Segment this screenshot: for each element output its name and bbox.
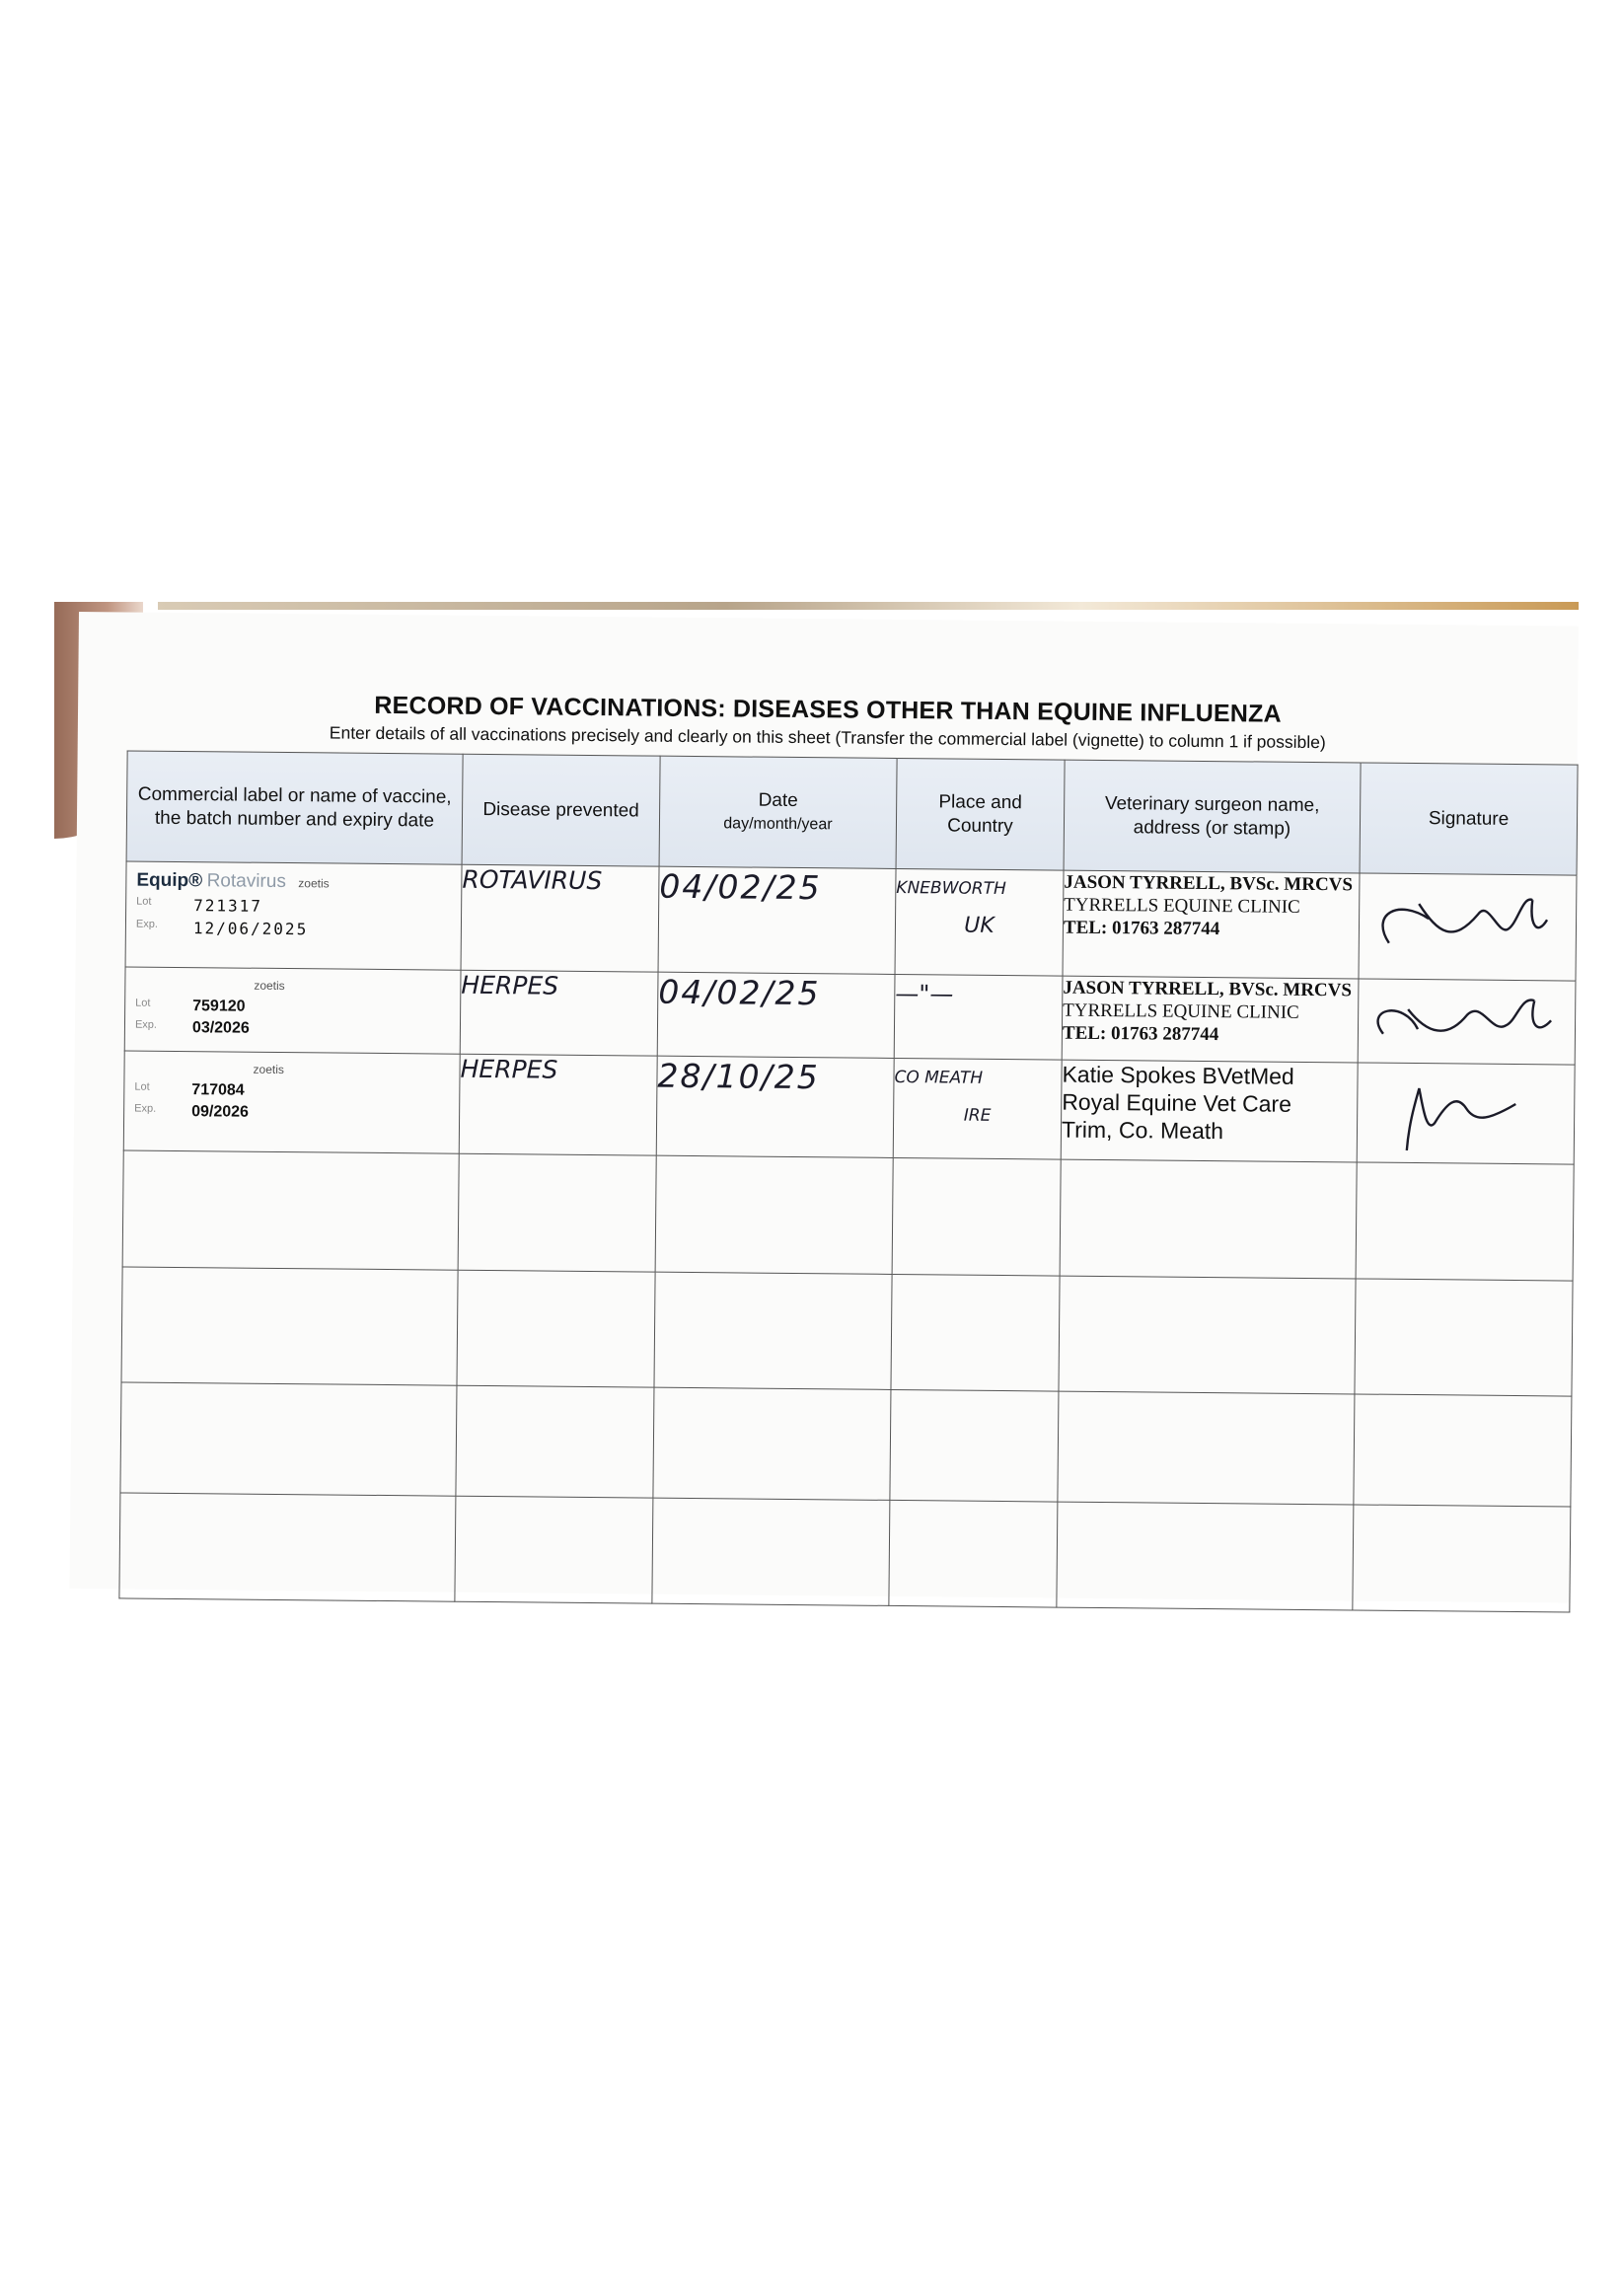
- vet-stamp: [1063, 870, 1360, 979]
- signature-cell: [1358, 979, 1576, 1065]
- vaccination-record-sheet: [69, 612, 1578, 1603]
- vaccination-country: IRE: [963, 1105, 992, 1126]
- signature-mark: [1359, 979, 1557, 1058]
- table-row-empty: [121, 1267, 1573, 1396]
- header-row: [126, 751, 1578, 875]
- vaccine-label-cell: [125, 861, 462, 970]
- table-row-empty: [119, 1493, 1571, 1612]
- col-header-place: Place and Country: [896, 758, 1065, 870]
- vaccination-place: KNEBWORTH: [896, 877, 1006, 900]
- vaccination-table: [118, 750, 1578, 1612]
- vet-name: Katie Spokes BVetMed: [1062, 1061, 1294, 1089]
- vaccine-product: Rotavirus: [206, 870, 286, 893]
- manufacturer-name: zoetis: [253, 1062, 284, 1077]
- table-row: [125, 861, 1577, 981]
- col-header-label: Commercial label or name of vaccine, the batch number and expiry date: [126, 751, 463, 864]
- vaccine-brand: Equip®: [136, 869, 203, 892]
- table-row-empty: [122, 1150, 1574, 1280]
- place-country-cell: [895, 868, 1064, 975]
- place-country-cell: [894, 974, 1063, 1060]
- vet-clinic: TYRRELLS EQUINE CLINIC: [1063, 1000, 1299, 1023]
- vaccine-label-cell: [123, 1051, 460, 1154]
- vaccination-country: UK: [964, 913, 995, 938]
- vet-clinic: Royal Equine Vet Care: [1062, 1088, 1292, 1117]
- vaccination-place: CO MEATH: [894, 1068, 984, 1088]
- batch-number: 759120: [192, 997, 246, 1015]
- vaccination-place: —"—: [895, 979, 954, 1008]
- col-header-disease: Disease prevented: [462, 754, 660, 866]
- col-header-signature: Signature: [1360, 763, 1578, 875]
- vet-stamp: [1061, 1060, 1358, 1162]
- disease-prevented: HERPES: [459, 1054, 657, 1155]
- batch-number: 717084: [191, 1081, 245, 1099]
- disease-prevented: HERPES: [460, 970, 658, 1056]
- col-header-date: [659, 756, 897, 868]
- vaccination-date: 04/02/25: [658, 866, 896, 974]
- vet-stamp: [1062, 976, 1359, 1063]
- table-row-empty: [120, 1382, 1572, 1507]
- signature-mark: [1360, 874, 1558, 970]
- vet-name: JASON TYRRELL, BVSc. MRCVS: [1063, 977, 1353, 1001]
- disease-prevented: ROTAVIRUS: [461, 864, 659, 972]
- col-header-date-title: Date: [758, 789, 798, 811]
- vaccine-vignette: zoetis Lot 759120 Exp. 03/2026: [134, 978, 285, 1037]
- manufacturer-name: zoetis: [298, 876, 330, 891]
- vaccination-date: 28/10/25: [656, 1056, 894, 1158]
- vaccine-vignette: Equip® Rotavirus zoetis Lot 721317 Exp. 12/06/2025: [135, 869, 330, 939]
- vaccination-date: 04/02/25: [657, 972, 895, 1059]
- sheet-top-edge: [158, 602, 1579, 610]
- vet-phone: TEL: 01763 287744: [1063, 917, 1220, 940]
- table-row: [123, 1051, 1575, 1164]
- col-header-date-sub: day/month/year: [723, 814, 833, 833]
- form-title: RECORD OF VACCINATIONS: DISEASES OTHER THAN EQUINE INFLUENZA: [374, 691, 1282, 728]
- form-subtitle: Enter details of all vaccinations precisely and clearly on this sheet (Transfer the commercial label (vignette) to column 1 if possible): [329, 722, 1326, 753]
- vaccine-label-cell: [124, 967, 461, 1055]
- expiry-date: 09/2026: [191, 1103, 250, 1121]
- expiry-date: 12/06/2025: [192, 919, 309, 939]
- vet-clinic: TYRRELLS EQUINE CLINIC: [1064, 894, 1300, 918]
- vet-address: Trim, Co. Meath: [1061, 1116, 1224, 1145]
- batch-number: 721317: [193, 896, 263, 916]
- vet-name: JASON TYRRELL, BVSc. MRCVS: [1064, 871, 1354, 896]
- manufacturer-name: zoetis: [254, 978, 285, 993]
- signature-cell: [1357, 1063, 1575, 1164]
- expiry-date: 03/2026: [191, 1018, 250, 1037]
- col-header-vet: Veterinary surgeon name, address (or stamp): [1064, 760, 1361, 873]
- vet-phone: TEL: 01763 287744: [1062, 1022, 1219, 1045]
- table-row: [124, 967, 1576, 1065]
- place-country-cell: [893, 1059, 1062, 1160]
- vaccine-vignette: zoetis Lot 717084 Exp. 09/2026: [134, 1062, 284, 1121]
- signature-mark: [1358, 1064, 1556, 1156]
- signature-cell: [1359, 873, 1577, 981]
